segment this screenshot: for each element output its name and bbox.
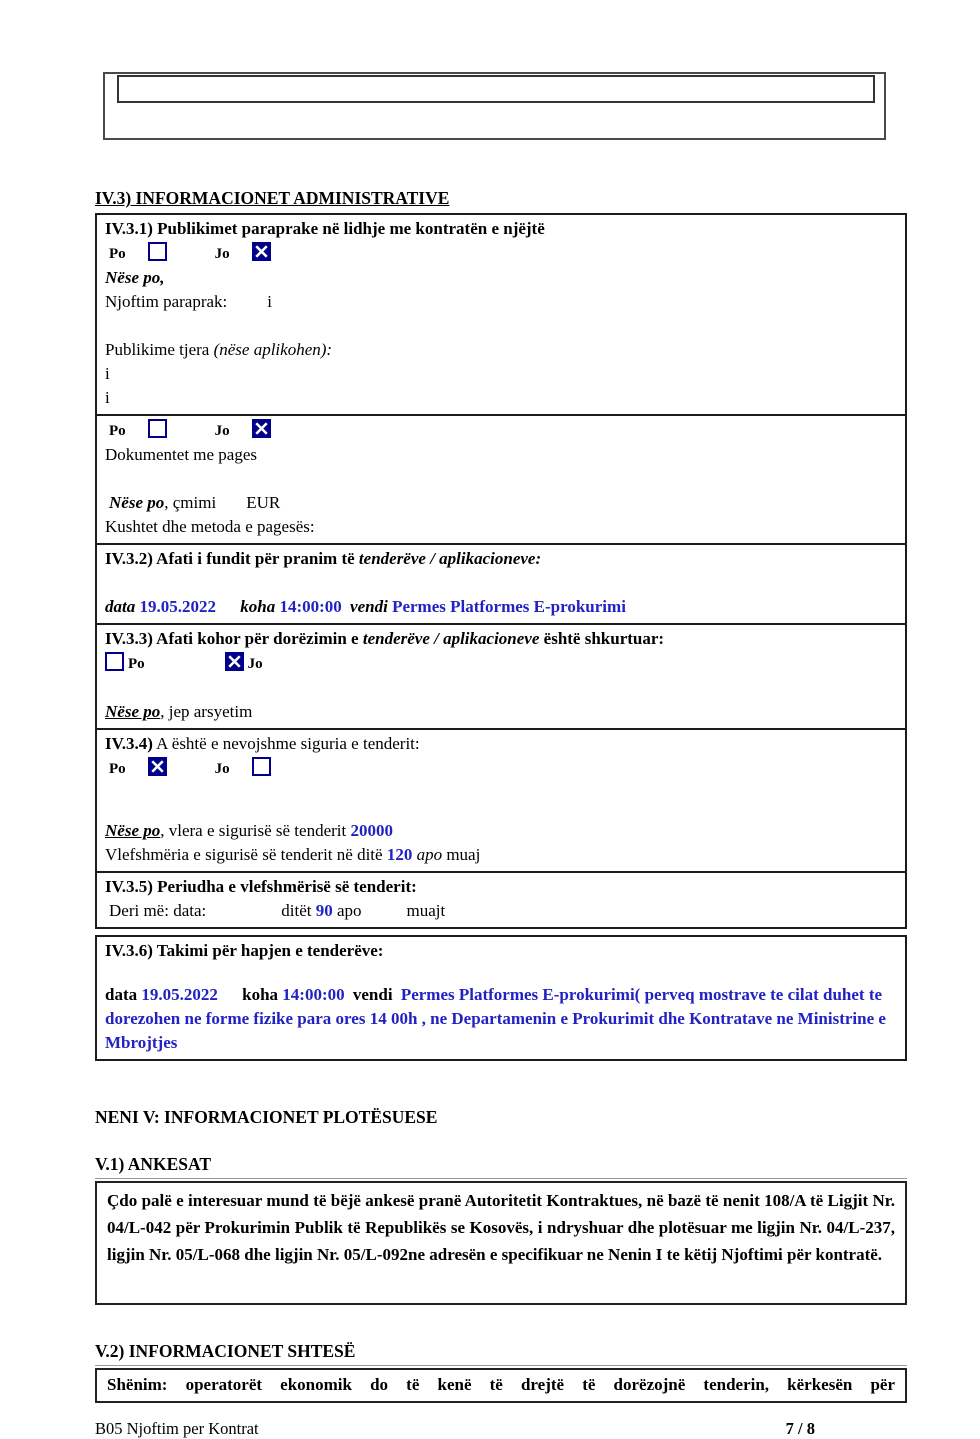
section-iv31 [95,213,907,416]
muaj-label: muaj [442,845,481,864]
opening-date-value[interactable]: 19.05.2022 [141,985,218,1004]
section-dokumentet [95,414,907,545]
iv32-title-a: IV.3.2) Afati i fundit për pranim të [105,549,359,568]
publikime-line [105,338,897,362]
iv34-title [105,732,897,756]
section-iv34 [95,728,907,873]
publikime-note: (nëse aplikohen): [213,340,333,359]
data-label: data [105,985,138,1004]
iv34-checkbox-row [105,756,897,781]
iv34-vlera-line [105,819,897,843]
iv34-vlefshmeria-line [105,843,897,867]
publikime-item[interactable]: i [105,388,110,407]
ditet-label: ditët [281,901,316,920]
iv33-title-a: IV.3.3) Afati kohor për dorëzimin e [105,629,363,648]
deadline-place-value[interactable]: Permes Platformes E-prokurimi [392,597,626,616]
deadline-date-value[interactable]: 19.05.2022 [139,597,216,616]
iv34-title-num: IV.3.4) [105,734,153,753]
tender-validity-days-value[interactable]: 90 [315,901,333,920]
po-label: Po [128,656,145,672]
document-page [0,72,980,1438]
empty-note-box [103,72,886,140]
koha-label: koha [240,597,276,616]
checkbox-po[interactable] [148,419,167,438]
iv32-title [105,547,897,571]
security-amount-value[interactable]: 20000 [350,821,393,840]
checkbox-po[interactable] [148,242,167,261]
checkbox-jo-checked-icon[interactable] [252,242,271,261]
cmimi-label: , çmimi [164,493,217,512]
empty-input-box[interactable] [117,75,875,103]
cmimi-line [105,491,897,515]
section-iv36 [95,935,907,1061]
publikime-item[interactable]: i [105,364,110,383]
v1-heading: V.1) ANKESAT [95,1154,907,1179]
jo-label: Jo [214,761,230,777]
vendi-label: vendi [350,597,388,616]
dokumentet-checkbox-row [105,418,897,443]
nese-po-label: Nëse po [105,702,161,721]
iv33-title [105,627,897,651]
apo-label: apo [416,845,443,864]
iv36-data-line [105,983,897,1055]
deri-label: Deri më: data: [109,901,207,920]
iv31-title: IV.3.1) Publikimet paraprake në lidhje me kontratën e njëjtë [105,219,545,238]
neni-v-heading: NENI V: INFORMACIONET PLOTËSUESE [95,1107,438,1127]
nese-po-label: Nëse po, [105,268,165,287]
dokumentet-label: Dokumentet me pages [105,445,258,464]
footer-document-id: B05 Njoftim per Kontrat [95,1419,259,1438]
iv32-data-line [105,595,897,619]
po-label: Po [109,246,126,262]
njoftim-paraprak-value[interactable]: i [267,292,272,311]
checkbox-jo-checked-icon[interactable] [225,652,244,671]
footer-page-number: 7 / 8 [785,1419,815,1438]
po-label: Po [109,761,126,777]
checkbox-po-checked-icon[interactable] [148,757,167,776]
deadline-time-value[interactable]: 14:00:00 [279,597,342,616]
kushtet-label: Kushtet dhe metoda e pagesës: [105,517,315,536]
opening-time-value[interactable]: 14:00:00 [282,985,345,1004]
njoftim-paraprak-label: Njoftim paraprak: [105,292,228,311]
data-label: data [105,597,136,616]
section-iv35 [95,871,907,929]
iv31-checkbox-row [105,241,897,266]
v2-body-text: Shënim: operatorët ekonomik do të kenë të drejtë të dorëzojnë tenderin, kërkesën për [107,1375,895,1394]
iv35-title: IV.3.5) Periudha e vlefshmërisë së tenderit: [105,877,417,896]
section-iv3-heading-text: IV.3) INFORMACIONET ADMINISTRATIVE [95,188,450,208]
po-label: Po [109,423,126,439]
jep-arsyetim-label: , jep arsyetim [160,702,253,721]
iv32-title-b: tenderëve / aplikacioneve: [358,549,542,568]
opening-place-value[interactable]: Permes Platformes E-prokurimi( perveq mostrave te cilat duhet te dorezohen ne forme fizike para ores 14 00h , ne Departamenin e Prokurimit dhe Kontratave ne Ministrine e Mbrojtjes [105,985,886,1052]
v1-body-text: Çdo palë e interesuar mund të bëjë ankesë pranë Autoritetit Kontraktues, në bazë të nenit 108/A të Ligjit Nr. 04/L-042 për Prokurimin Publik të Republikës se Kosovës, i ndryshuar dhe plotësuar me ligjin Nr. 04/L-237, ligjin Nr. 05/L-068 dhe ligjin Nr. 05/L-092ne adresën e specifikuar ne Nenin I te këtij Njoftimi për kontratë. [107,1191,895,1264]
apo-label: apo [332,901,362,920]
checkbox-po[interactable] [105,652,124,671]
section-iv3-heading [95,188,907,209]
publikime-label: Publikime tjera [105,340,214,359]
iv34-title-text: A është e nevojshme siguria e tenderit: [152,734,420,753]
vlera-label: , vlera e sigurisë së tenderit [160,821,351,840]
koha-label: koha [242,985,279,1004]
section-iv33 [95,623,907,730]
checkbox-jo[interactable] [252,757,271,776]
v1-ankesat-box [95,1181,907,1305]
jo-label: Jo [247,656,263,672]
currency-value[interactable]: EUR [246,493,281,512]
page-footer [95,1419,907,1439]
checkbox-jo-checked-icon[interactable] [252,419,271,438]
vendi-label: vendi [352,985,393,1004]
nese-po-label: Nëse po [109,493,165,512]
iv33-nese-line [105,700,897,724]
iv36-title: IV.3.6) Takimi për hapjen e tenderëve: [105,941,384,960]
jo-label: Jo [214,246,230,262]
v2-heading: V.2) INFORMACIONET SHTESË [95,1341,907,1366]
njoftim-paraprak-line [105,290,897,314]
iv33-title-c: është shkurtuar: [539,629,665,648]
jo-label: Jo [214,423,230,439]
muajt-label: muajt [406,901,446,920]
iv35-line [105,899,897,923]
iv33-title-b: tenderëve / aplikacioneve [362,629,540,648]
iv33-checkbox-row [105,651,897,676]
nese-po-label: Nëse po [105,821,161,840]
vlefshmeria-label: Vlefshmëria e sigurisë së tenderit në ditë [105,845,387,864]
section-iv32 [95,543,907,625]
v2-shtese-box [95,1368,907,1403]
validity-days-value[interactable]: 120 [386,845,413,864]
